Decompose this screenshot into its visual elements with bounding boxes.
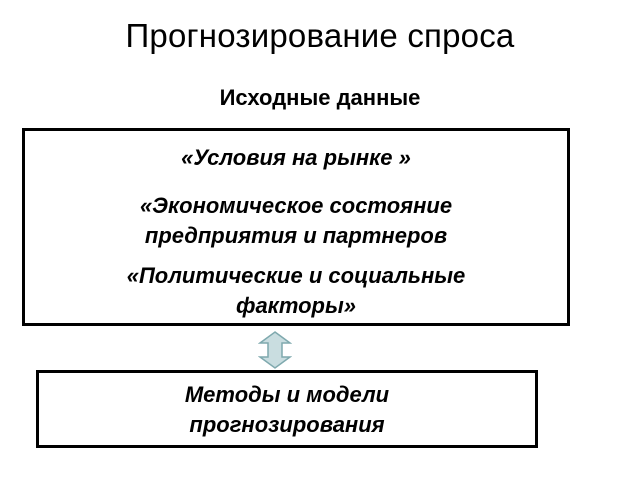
methods-text-line-1: Методы и модели	[184, 382, 390, 407]
political-social-text-line-2: факторы»	[235, 293, 357, 318]
political-social-text-line-1: «Политические и социальные	[126, 263, 466, 288]
source-data-heading: Исходные данные	[219, 85, 421, 110]
economic-state-text-line-2: предприятия и партнеров	[144, 223, 448, 248]
methods-text-line-2: прогнозирования	[189, 412, 385, 437]
economic-state-text-line-1: «Экономическое состояние	[139, 193, 453, 218]
double-arrow-icon	[258, 331, 292, 369]
source-data-box	[22, 128, 570, 326]
slide-title: Прогнозирование спроса	[125, 17, 515, 54]
forecasting-methods-box	[36, 370, 538, 448]
market-conditions-text: «Условия на рынке »	[181, 145, 411, 170]
